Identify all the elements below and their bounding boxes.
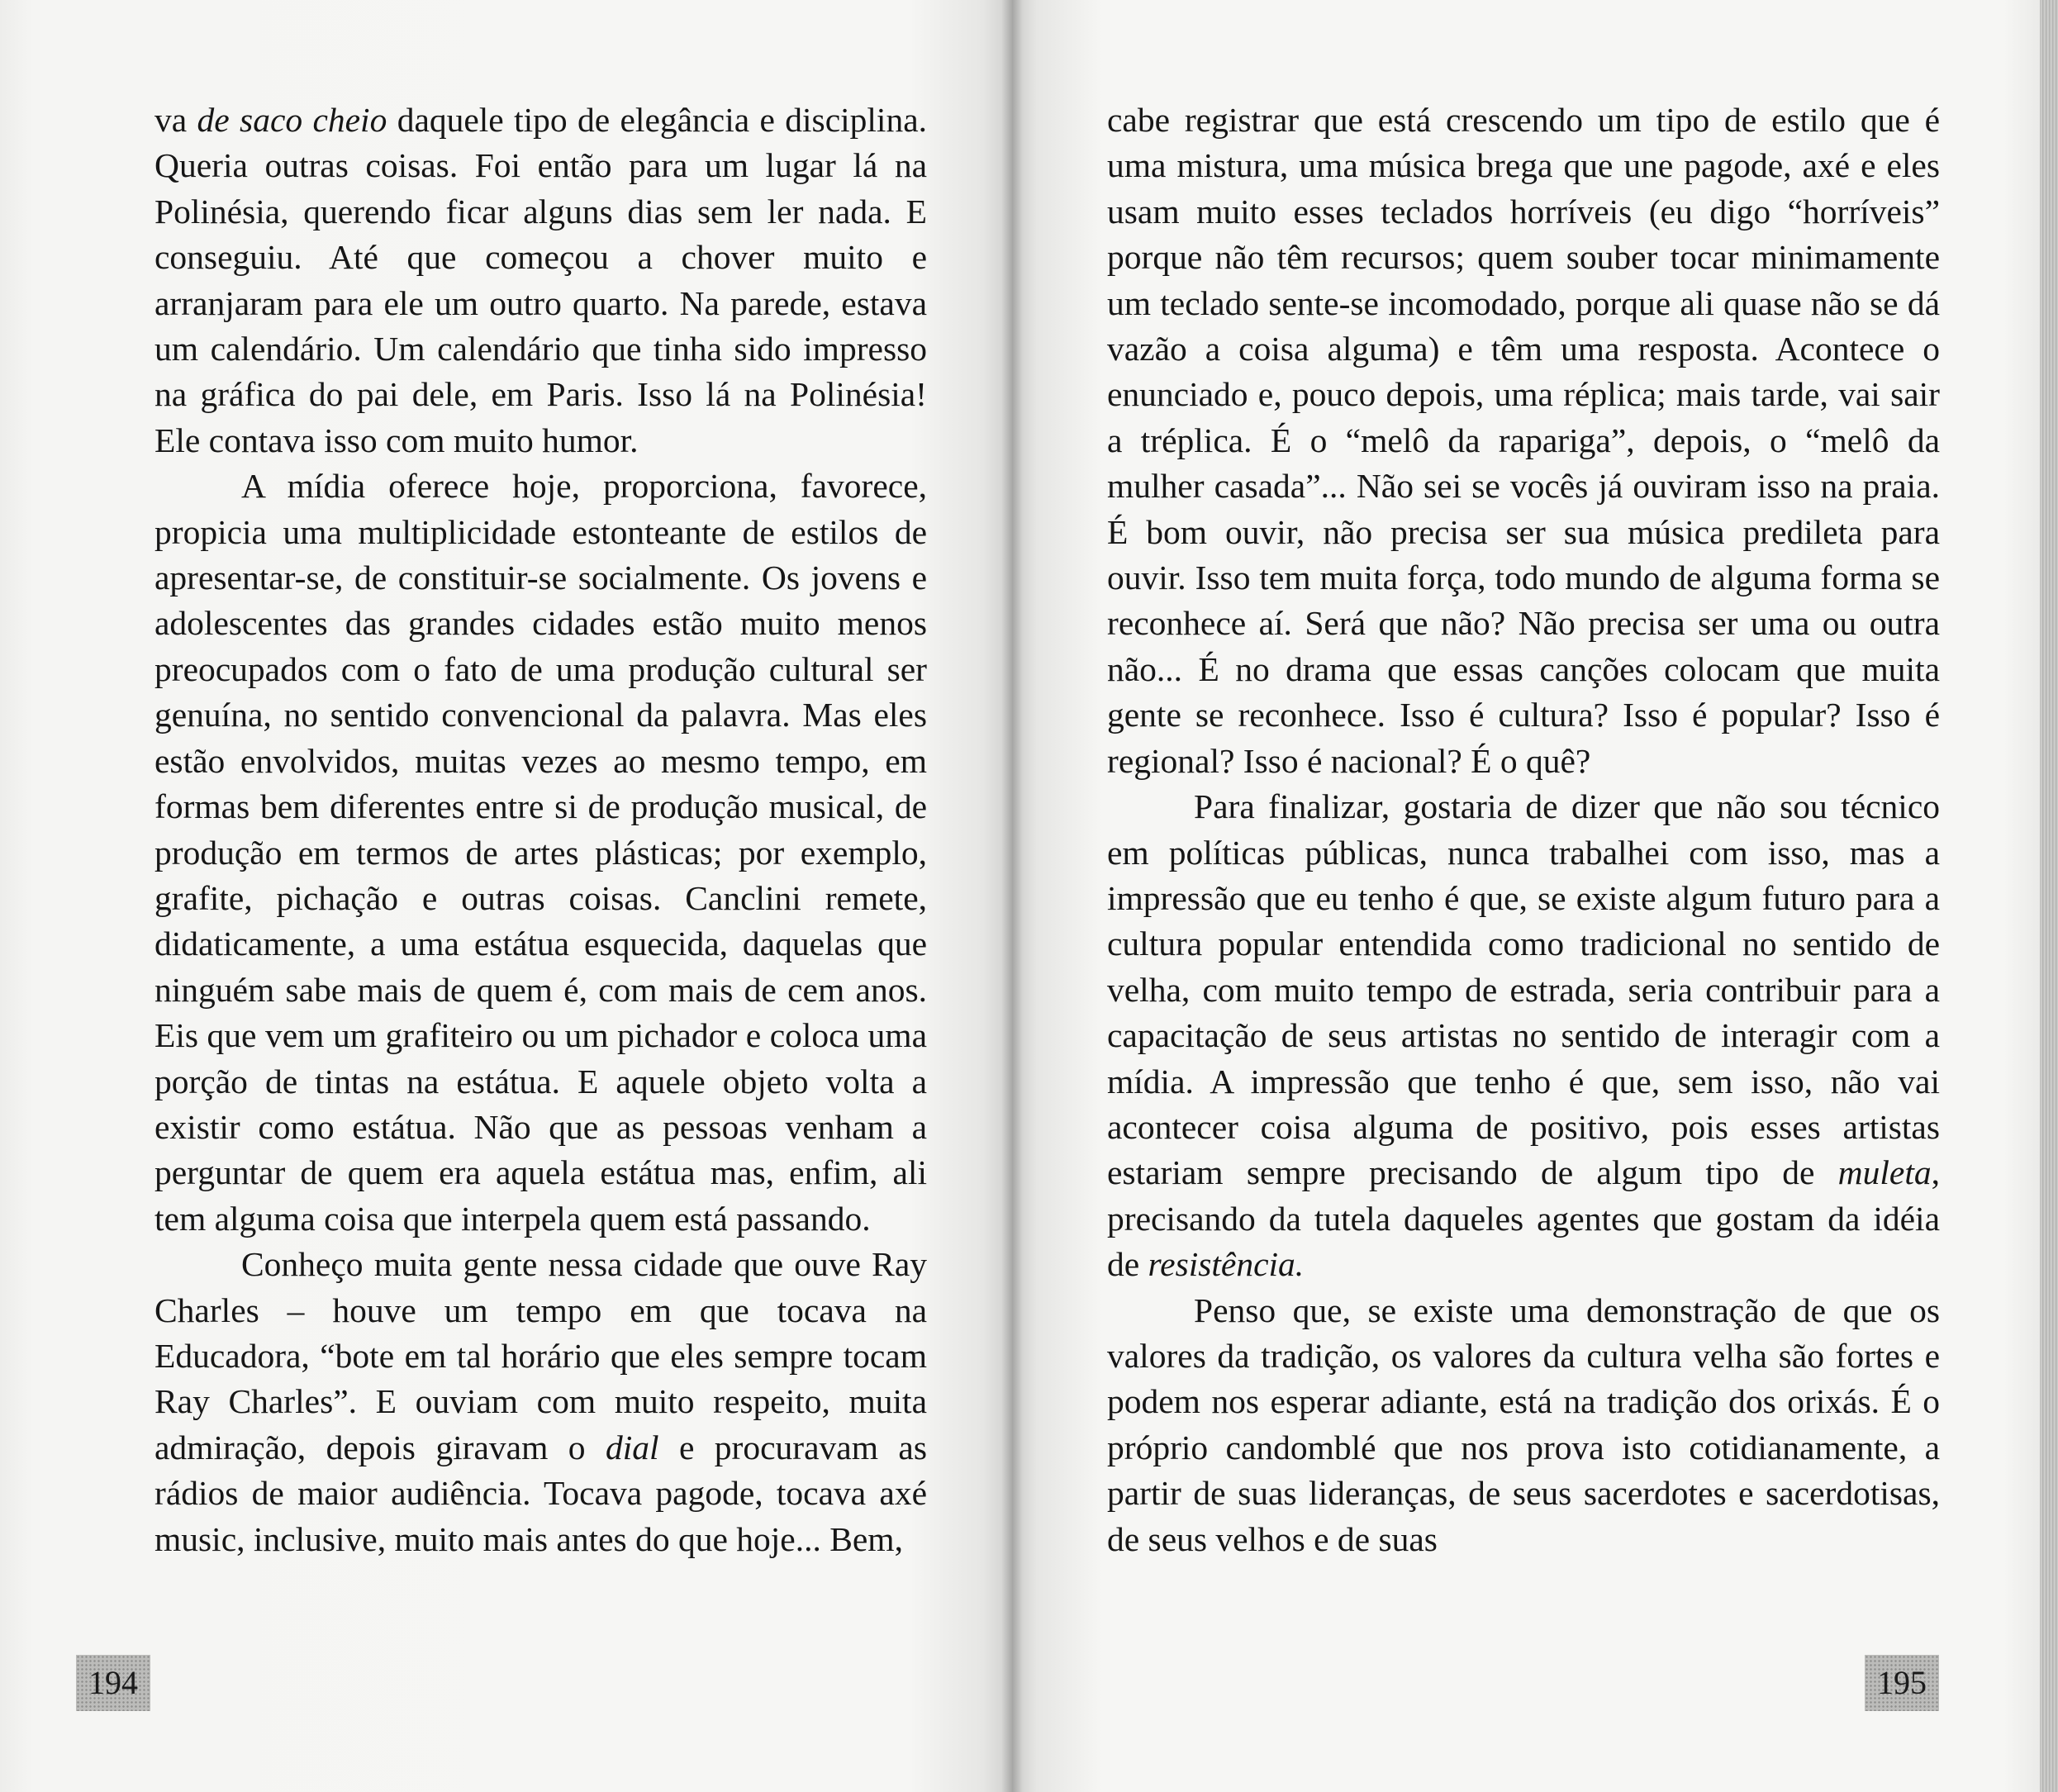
text-run: , precisando da tutela daqueles agentes que gostam da idéia de — [1107, 1153, 1940, 1284]
right-paragraph-3 — [1107, 1288, 1940, 1562]
page-number-left: 194 — [76, 1655, 150, 1711]
page-number-right: 195 — [1865, 1655, 1939, 1711]
text-run: e procuravam as rádios de maior audiência. Tocava pagode, tocava axé music, inclusive, muito mais antes do que hoje... Bem, — [154, 1428, 927, 1558]
left-page-text — [154, 97, 927, 1562]
page-stack-edge — [2040, 0, 2058, 1792]
text-run-italic: resistência. — [1148, 1245, 1305, 1284]
text-run-italic: muleta — [1837, 1153, 1932, 1192]
text-run: Penso que, se existe uma demonstração de que os valores da tradição, os valores da cultura velha são fortes e podem nos esperar adiante, está na tradição dos orixás. É o próprio candomblé que nos prova isto cotidianamente, a partir de suas lideranças, de seus sacerdotes e sacerdotisas, de seus velhos e de suas — [1107, 1291, 1940, 1558]
right-page-text — [1107, 97, 1940, 1562]
text-run-italic: de saco cheio — [197, 101, 387, 139]
left-paragraph-3 — [154, 1242, 927, 1562]
right-page — [1012, 0, 2058, 1792]
text-run: cabe registrar que está crescendo um tipo de estilo que é uma mistura, uma música brega que une pagode, axé e eles usam muito esses teclados horríveis (eu digo “horríveis” porque não têm recursos; quem souber tocar minimamente um teclado sente-se incomodado, porque ali quase não se dá vazão a coisa alguma) e têm uma resposta. Acontece o enunciado e, pouco depois, uma réplica; mais tarde, vai sair a tréplica. É o “melô da rapariga”, depois, o “melô da mulher casada”... Não sei se vocês já ouviram isso na praia. É bom ouvir, não precisa ser sua música predileta para ouvir. Isso tem muita força, todo mundo de alguma forma se reconhece aí. Será que não? Não precisa ser uma ou outra não... É no drama que essas canções colocam que muita gente se reconhece. Isso é cultura? Isso é popular? Isso é regional? Isso é nacional? É o quê? — [1107, 101, 1940, 780]
text-run: Para finalizar, gostaria de dizer que não sou técnico em políticas públicas, nunca trabalhei com isso, mas a impressão que eu tenho é que, se existe algum futuro para a cultura popular entendida como tradicional no sentido de velha, com muito tempo de estrada, seria contribuir para a capacitação de seus artistas no sentido de interagir com a mídia. A impressão que tenho é que, sem isso, não vai acontecer coisa alguma de positivo, pois esses artistas estariam sempre precisando de algum tipo de — [1107, 787, 1940, 1192]
left-page — [0, 0, 1012, 1792]
left-paragraph-2 — [154, 463, 927, 1242]
text-run: daquele tipo de elegância e disciplina. Queria outras coisas. Foi então para um lugar lá na Polinésia, querendo ficar alguns dias sem ler nada. E conseguiu. Até que começou a chover muito e arranjaram para ele um outro quarto. Na parede, estava um calendário. Um calendário que tinha sido impresso na gráfica do pai dele, em Paris. Isso lá na Polinésia! Ele contava isso com muito humor. — [154, 101, 928, 459]
text-run: va — [154, 101, 197, 139]
right-paragraph-2 — [1107, 784, 1940, 1287]
text-run: A mídia oferece hoje, proporciona, favorece, propicia uma multiplicidade estonteante de estilos de apresentar-se, de constituir-se socialmente. Os jovens e adolescentes das grandes cidades estão muito menos preocupados com o fato de uma produção cultural ser genuína, no sentido convencional da palavra. Mas eles estão envolvidos, muitas vezes ao mesmo tempo, em formas bem diferentes entre si de produção musical, de produção em termos de artes plásticas; por exemplo, grafite, pichação e outras coisas. Canclini remete, didaticamente, a uma estátua esquecida, daquelas que ninguém sabe mais de quem é, com mais de cem anos. Eis que vem um grafiteiro ou um pichador e coloca uma porção de tintas na estátua. E aquele objeto volta a existir como estátua. Não que as pessoas venham a perguntar de quem era aquela estátua mas, enfim, ali tem alguma coisa que interpela quem está passando. — [154, 467, 927, 1238]
text-run-italic: dial — [605, 1428, 659, 1466]
book-gutter — [1001, 0, 1023, 1792]
text-run: Conheço muita gente nessa cidade que ouve Ray Charles – houve um tempo em que tocava na Educadora, “bote em tal horário que eles sempre tocam Ray Charles”. E ouviam com muito respeito, muita admiração, depois giravam o — [154, 1245, 927, 1466]
left-paragraph-1 — [154, 97, 927, 463]
right-paragraph-1 — [1107, 97, 1940, 784]
